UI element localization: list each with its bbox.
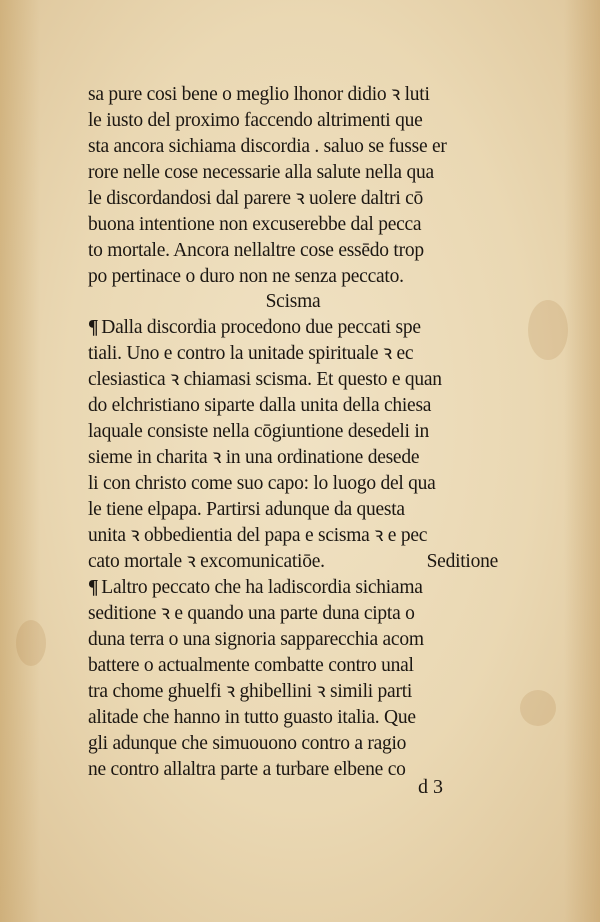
page-edge-stain-left (0, 0, 40, 922)
text-line: duna terra o una signoria sapparecchia acom (88, 629, 424, 650)
pilcrow-mark: ¶ (88, 317, 99, 338)
text-line: le discordandosi dal parere ꝛ uolere daltri cō (88, 188, 424, 209)
text-line: unita ꝛ obbedientia del papa e scisma ꝛ e pec (88, 525, 428, 546)
page-edge-stain-right (564, 0, 600, 922)
text-line: battere o actualmente combatte contro unal (88, 655, 414, 676)
text-line: do elchristiano siparte dalla unita della chiesa (88, 395, 432, 416)
pilcrow-mark: ¶ (88, 577, 99, 598)
text-line: li con christo come suo capo: lo luogo del qua (88, 473, 436, 494)
text-line: sa pure cosi bene o meglio lhonor didio ꝛ luti (88, 84, 430, 105)
section-heading-seditione: Seditione (426, 551, 498, 572)
text-line: clesiastica ꝛ chiamasi scisma. Et questo e quan (88, 369, 442, 390)
foxing-spot (16, 620, 46, 666)
text-line: tiali. Uno e contro la unitade spirituale ꝛ ec (88, 343, 414, 364)
text-line-content: Dalla discordia procedono due peccati spe (101, 317, 421, 338)
text-line: alitade che hanno in tutto guasto italia. Que (88, 707, 416, 728)
text-line: tra chome ghuelfi ꝛ ghibellini ꝛ simili parti (88, 681, 413, 702)
text-line: laquale consiste nella cōgiuntione desedeli in (88, 421, 430, 442)
text-line-content: Laltro peccato che ha ladiscordia sichiama (101, 577, 423, 598)
foxing-spot (528, 300, 568, 360)
text-line: buona intentione non excuserebbe dal pecca (88, 214, 422, 235)
text-line: rore nelle cose necessarie alla salute nella qua (88, 162, 434, 183)
foxing-spot (520, 690, 556, 726)
section-heading-scisma: Scisma (265, 291, 321, 312)
text-line: cato mortale ꝛ excomunicatiōe. (88, 551, 325, 572)
text-line (88, 575, 423, 601)
text-line: seditione ꝛ e quando una parte duna cipta o (88, 603, 415, 624)
signature-mark: d 3 (418, 776, 443, 798)
text-line: to mortale. Ancora nellaltre cose essēdo trop (88, 240, 424, 261)
text-line (88, 315, 421, 341)
text-line: le iusto del proximo faccendo altrimenti que (88, 110, 423, 131)
text-line: sta ancora sichiama discordia . saluo se fusse er (88, 136, 447, 157)
text-line: gli adunque che simuouono contro a ragio (88, 733, 407, 754)
text-line: le tiene elpapa. Partirsi adunque da questa (88, 499, 405, 520)
text-line: sieme in charita ꝛ in una ordinatione desede (88, 447, 420, 468)
text-line: po pertinace o duro non ne senza peccato. (88, 266, 404, 287)
text-line: ne contro allaltra parte a turbare elbene co (88, 759, 406, 780)
